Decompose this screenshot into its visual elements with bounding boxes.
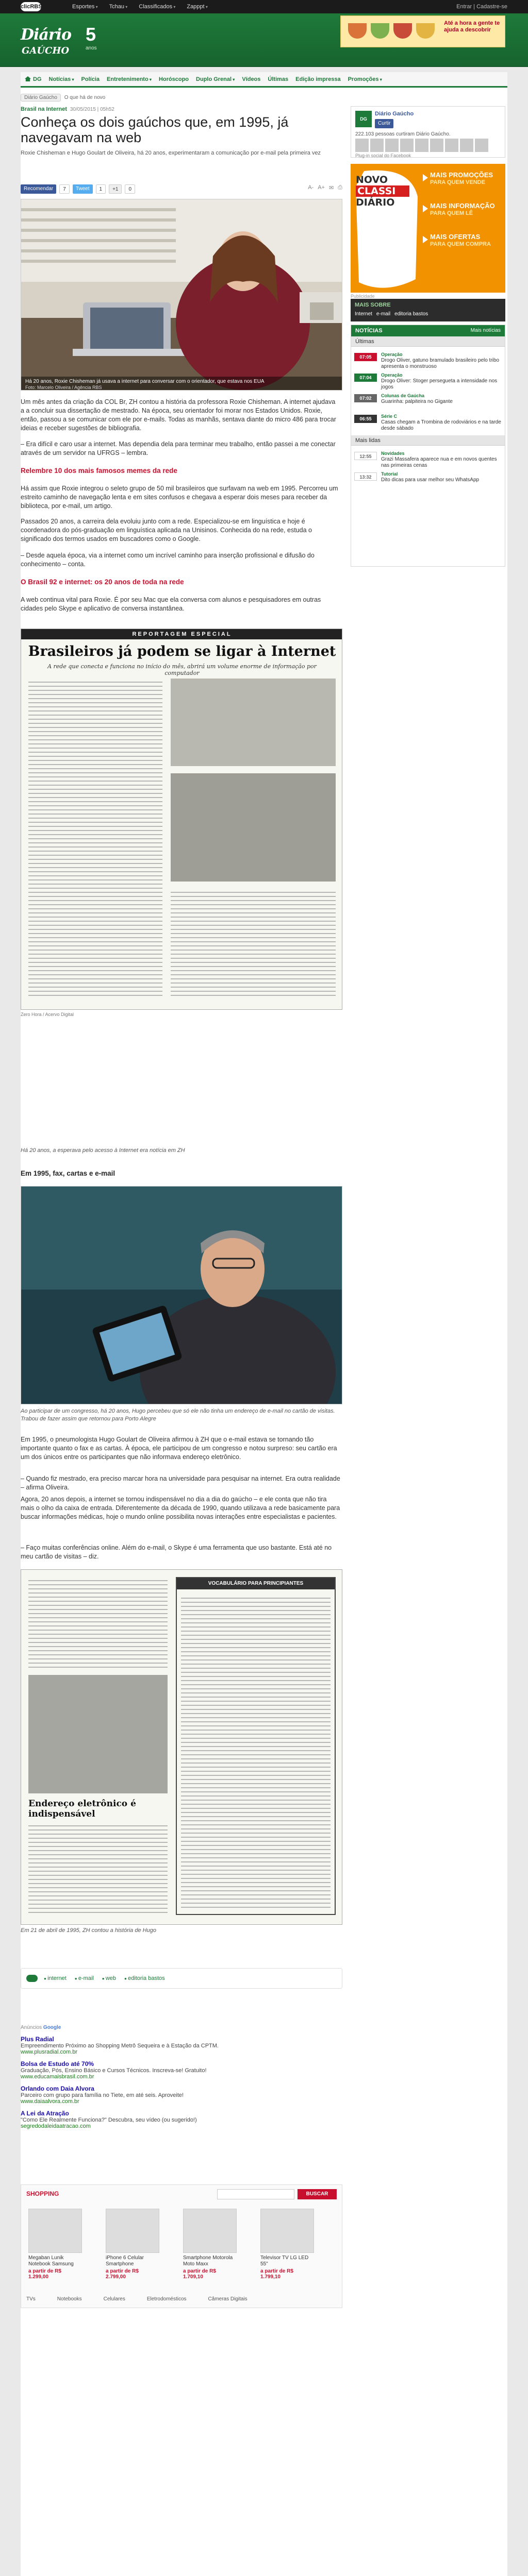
print-icon[interactable]: ⎙ xyxy=(338,184,342,191)
product-card[interactable]: Televisor TV LG LED 55" a partir de R$ 1.799,10 xyxy=(260,2209,314,2280)
recommend-count: 7 xyxy=(59,184,70,194)
scan2-vocab-box xyxy=(176,1577,336,1915)
scan-caption: Há 20 anos, a esperava pelo acesso à Internet era notícia em ZH xyxy=(21,1147,185,1154)
shopping-search-input[interactable] xyxy=(217,2189,294,2199)
nav-noticias[interactable]: Notícias ▾ xyxy=(49,76,74,82)
fb-like-button[interactable]: Curtir xyxy=(375,119,393,128)
page-container xyxy=(21,72,507,2576)
scan2-headline: Endereço eletrônico é indispensável xyxy=(28,1799,136,1819)
article-paragraph: – Era difícil e caro usar a internet. Mas dependia dela para terminar meu trabalho, então passei a me conectar através de um servidor na UFRGS – lembra. xyxy=(21,440,336,456)
article-paragraph: Um mês antes da criação da COL Br, ZH contou a história da professora Roxie Chisheman. A internet ajudava a a concluir sua dissertação de mestrado. Na época, seu orientador foi morar nos Estados Unidos. Roxie, então, passou a se comunicar com ele por e-mails. Todas as manhãs, sentava diante do micro 486 para trocar ideias e receber sugestões de bibliografia. xyxy=(21,398,336,432)
ad-message: MAIS OFERTAS PARA QUEM COMPRA xyxy=(430,233,491,247)
mais-sobre-box xyxy=(351,299,505,321)
article-tools xyxy=(308,184,342,191)
font-increase-button[interactable]: A+ xyxy=(318,184,325,191)
shopping-category-link[interactable]: Notebooks xyxy=(57,2296,82,2302)
google-ads xyxy=(21,2025,342,2129)
nav-promocoes[interactable]: Promoções ▾ xyxy=(348,76,382,82)
scan-photo xyxy=(28,1675,168,1793)
brand-years: 5 xyxy=(86,24,96,45)
nav-home[interactable]: DG xyxy=(25,76,42,82)
shopping-title: SHOPPING xyxy=(26,2190,59,2197)
shopping-category-link[interactable]: Eletrodomésticos xyxy=(146,2296,187,2302)
newspaper-scan-2 xyxy=(21,1569,342,1925)
article-paragraph: Em 1995, o pneumologista Hugo Goulart de Oliveira afirmou à ZH que o e-mail estava se tornando tão importante quanto o fax e as cartas. À época, ele participou de um congresso e notou surpreso: seu cartão era um dos únicos entre os participantes que não informava endereço eletrônico. xyxy=(21,1436,337,1461)
ad-item[interactable]: Bolsa de Estudo até 70% Graduação, Pós, Ensino Básico e Cursos Técnicos. Inscreva-se! Gratuito! www.educamaisbrasil.com.br xyxy=(21,2060,207,2080)
ad-arrow-icon xyxy=(423,174,428,181)
bowl-image xyxy=(371,23,389,39)
nav-policia[interactable]: Polícia xyxy=(81,76,100,82)
top-bar xyxy=(0,0,528,13)
bowl-image xyxy=(416,23,435,39)
fb-faces xyxy=(355,139,488,152)
scan-headline: Brasileiros já podem se ligar à Internet xyxy=(28,643,336,659)
article-paragraph: – Faço muitas conferências online. Além do e-mail, o Skype é uma ferramenta que uso bastante. Está até no meu cartão de visitas – diz. xyxy=(21,1544,332,1560)
bowl-image xyxy=(393,23,412,39)
news-item[interactable]: 07:04 Operação Drogo Oliver: Stoger persegueta a intensidade nos jogos xyxy=(354,372,503,390)
nav-duplo-grenal[interactable]: Duplo Grenal ▾ xyxy=(196,76,235,82)
scan-text-columns xyxy=(171,889,336,997)
share-bar xyxy=(21,183,342,195)
mais-sobre-title: MAIS SOBRE xyxy=(355,302,391,308)
email-icon[interactable]: ✉ xyxy=(328,185,334,191)
article-date: 30/05/2015 | 05h52 xyxy=(70,107,114,112)
nav-edicao-impressa[interactable]: Edição impressa xyxy=(295,76,341,82)
article-photo-roxie xyxy=(21,199,342,391)
shopping-widget xyxy=(21,2184,342,2308)
brand-line2: GAÚCHO xyxy=(22,45,70,56)
ad-arrow-icon xyxy=(423,236,428,243)
top-nav-item[interactable]: Tchau ▾ xyxy=(109,4,128,10)
photo-hugo-caption: Ao participar de um congresso, há 20 anos, Hugo percebeu que só ele não tinha um endereço de e-mail no cartão de visitas. Trabou de fazer assim que retornou para Porto Alegre xyxy=(21,1408,335,1422)
article-paragraph: Passados 20 anos, a carreira dela evoluiu junto com a rede. Especializou-se em linguística e hoje é coordenadora do pós-graduação em linguística aplicada na Unisinos. Conhecida do na rede, estuda o significado dos termos usados em buscadores como o Google. xyxy=(21,518,312,543)
nav-ultimas[interactable]: Últimas xyxy=(268,76,289,82)
news-item[interactable]: 12:55 Novidades Grazi Massafera aparece nua e em novos quentes nas primeiras cenas xyxy=(354,451,503,468)
shopping-category-link[interactable]: Celulares xyxy=(103,2296,125,2302)
classi-diario-ad[interactable] xyxy=(351,164,505,293)
fb-page-logo[interactable]: DG xyxy=(355,111,372,127)
photo-hugo-image xyxy=(21,1187,342,1404)
scan-text-columns xyxy=(28,1577,168,1670)
tag-icon xyxy=(26,1975,38,1982)
ad-message: MAIS PROMOÇÕES PARA QUEM VENDE xyxy=(430,171,493,185)
scan-text-columns xyxy=(181,1595,331,1909)
tag-link[interactable]: ● editoria bastos xyxy=(124,1975,165,1981)
article-paragraph: A web continua vital para Roxie. É por seu Mac que ela conversa com alunos e pesquisadores em outras cidades pelo Skype e aplicativo de conversa instantânea. xyxy=(21,596,321,612)
ad-message: MAIS INFORMAÇÃO PARA QUEM LÊ xyxy=(430,202,495,216)
breadcrumb-current[interactable]: O que há de novo xyxy=(64,95,106,100)
scan-photo xyxy=(171,679,336,766)
tab-mais-lidas[interactable]: Mais lidas xyxy=(351,435,505,446)
fb-like-count: 222.103 pessoas curtiram Diário Gaúcho. xyxy=(355,131,451,137)
news-item[interactable]: 13:32 Tutorial Dito dicas para usar melhor seu WhatsApp xyxy=(354,471,503,489)
product-card[interactable]: Megaban Lunik Notebook Samsung a partir de R$ 1.299,00 xyxy=(28,2209,82,2280)
photo-roxie-credit: Foto: Marcelo Oliveira / Agência RBS xyxy=(25,385,102,390)
article-lead: Roxie Chisheman e Hugo Goulart de Oliveira, há 20 anos, experimentaram a comunicação por e-mail pela primeira vez xyxy=(21,150,321,156)
nav-entretenimento[interactable]: Entretenimento ▾ xyxy=(107,76,152,82)
product-image xyxy=(106,2209,159,2253)
gplus-count: 0 xyxy=(125,184,135,194)
top-nav xyxy=(72,4,208,10)
breadcrumb xyxy=(21,94,105,101)
ad-item[interactable]: Orlando com Daia Alvora Parceiro com grupo para família no Tiete, em até seis. Aproveite! www.daiaalvora.com.br xyxy=(21,2085,184,2105)
shopping-category-link[interactable]: TVs xyxy=(26,2296,36,2302)
facebook-like-box xyxy=(351,106,505,158)
ads-label: Anúncios Google xyxy=(21,2025,61,2030)
article-paragraph: Há assim que Roxie integrou o seleto grupo de 50 mil brasileiros que surfavam na web em 1995. Percorreu um estreito caminho de navegação lenta e em sites confusos e chegava a esperar dois meses para receber da biblioteca, por e-mail, um artigo. xyxy=(21,485,338,510)
tweet-button[interactable]: Tweet xyxy=(73,184,93,194)
google-logo: Google xyxy=(43,2025,61,2030)
section-heading: Em 1995, fax, cartas e e-mail xyxy=(21,1170,116,1177)
home-icon xyxy=(25,76,31,81)
mais-sobre-link[interactable]: Internet xyxy=(355,311,372,317)
mais-sobre-link[interactable]: editoria bastos xyxy=(394,311,428,317)
shopping-category-link[interactable]: Câmeras Digitais xyxy=(208,2296,248,2302)
top-nav-item[interactable]: Classificados ▾ xyxy=(139,4,175,10)
page-title: Conheça os dois gaúchos que, em 1995, já navegavam na web xyxy=(21,114,289,145)
noticias-header: NOTÍCIAS Mais notícias xyxy=(351,325,505,336)
ad-arrow-icon xyxy=(423,205,428,212)
product-image xyxy=(28,2209,82,2253)
scan2-vocab-title: VOCABULÁRIO PARA PRINCIPIANTES xyxy=(177,1578,335,1589)
top-nav-item[interactable]: Esportes ▾ xyxy=(72,4,98,10)
font-decrease-button[interactable]: A- xyxy=(308,184,314,191)
product-card[interactable]: Smartphone Motorola Moto Maxx a partir de R$ 1.709,10 xyxy=(183,2209,237,2280)
article-kicker: Brasil na Internet 30/05/2015 | 05h52 xyxy=(21,106,114,112)
header-ad-banner[interactable] xyxy=(340,15,505,47)
news-item[interactable]: 07:02 Colunas de Gaúcha Guarinha: palpiteira no Gigante xyxy=(354,393,503,411)
tweet-count: 1 xyxy=(96,184,106,194)
scan-photo xyxy=(171,773,336,882)
tags-box xyxy=(21,1968,342,1989)
article-paragraph: – Desde aquela época, via a internet como um incrível caminho para inserção profissional e difusão do conhecimento – conta. xyxy=(21,552,315,568)
scan-band: REPORTAGEM ESPECIAL xyxy=(21,629,342,639)
main-nav xyxy=(21,72,507,88)
facebook-recommend-button[interactable]: Recomendar xyxy=(21,184,56,194)
tag-link[interactable]: ● e-mail xyxy=(75,1975,94,1981)
tag-link[interactable]: ● web xyxy=(102,1975,116,1981)
tag-link[interactable]: ● internet xyxy=(44,1975,67,1981)
scan-credit: Zero Hora / Acervo Digital xyxy=(21,1012,74,1017)
site-logo[interactable] xyxy=(21,23,98,62)
fb-plugin-label: Plug-in social do Facebook xyxy=(355,153,411,158)
fb-page-name[interactable]: Diário Gaúcho xyxy=(375,111,414,117)
news-item[interactable]: 06:55 Série C Casas chegam a Trombina de rodoviários e na tarde desde sábado xyxy=(354,414,503,431)
breadcrumb-section[interactable]: Diário Gaúcho xyxy=(21,94,61,101)
nav-horoscopo[interactable]: Horóscopo xyxy=(158,76,189,82)
scan-subtitle: A rede que conecta e funciona no início do mês, abrirá um volume enorme de informação por computador xyxy=(47,663,317,676)
header-ad-text: Até a hora a gente te ajuda a descobrir xyxy=(444,20,500,33)
article-photo-hugo xyxy=(21,1186,342,1404)
ad-label: Publicidade xyxy=(351,294,375,299)
brand-anos: anos xyxy=(86,45,97,51)
product-image xyxy=(183,2209,237,2253)
shopping-search-button[interactable]: BUSCAR xyxy=(298,2189,337,2199)
brand-line1: Diário xyxy=(21,26,72,44)
photo-roxie-image xyxy=(21,199,342,391)
newspaper-scan-1 xyxy=(21,629,342,1010)
related-link[interactable]: O Brasil 92 e internet: os 20 anos de toda na rede xyxy=(21,578,184,586)
scan-text-columns xyxy=(28,679,162,998)
mais-noticias-link[interactable]: Mais notícias xyxy=(470,328,501,333)
ad-logo-text: NOVO CLASSI DIÁRIO xyxy=(356,174,409,208)
login-links[interactable]: Entrar | Cadastre-se xyxy=(456,4,507,10)
product-image xyxy=(260,2209,314,2253)
related-link[interactable]: Relembre 10 dos mais famosos memes da rede xyxy=(21,467,177,474)
bowl-image xyxy=(348,23,367,39)
article-paragraph: – Quando fiz mestrado, era preciso marcar hora na universidade para pesquisar na internet. Era outra realidade – afirma Oliveira. xyxy=(21,1475,340,1491)
photo-roxie-caption: Há 20 anos, Roxie Chisheman já usava a internet para conversar com o orientador, que estava nos EUA xyxy=(25,379,265,384)
tab-ultimas[interactable]: Últimas xyxy=(351,336,505,347)
shopping-categories xyxy=(26,2296,248,2302)
nav-videos[interactable]: Vídeos xyxy=(242,76,261,82)
news-item[interactable]: 07:05 Operação Drogo Oliver, gatuno bramulado brasileiro pelo tribo apresenta o monstruoso xyxy=(354,352,503,369)
top-nav-item[interactable]: Zapppt ▾ xyxy=(187,4,208,10)
gplus-button[interactable]: +1 xyxy=(109,184,122,194)
ad-item[interactable]: A Lei da Atração "Como Ele Realmente Funciona?" Descubra, seu vídeo (ou sugerido!) segredodaleidaatracao.com xyxy=(21,2110,197,2129)
article-paragraph: Agora, 20 anos depois, a internet se tornou indispensável no dia a dia do gaúcho – e ele conta que não tira mais o olho da caixa de entrada. Diferentemente da década de 1990, quando utilizava a rede basicamente para buscar informações médicas, hoje o mundo online possibilita novas interações entre especialistas e pacientes. xyxy=(21,1496,340,1520)
mais-sobre-link[interactable]: e-mail xyxy=(376,311,391,317)
noticias-box xyxy=(351,325,505,567)
clicrbs-logo[interactable]: clicRBS xyxy=(21,2,41,11)
scan2-caption: Em 21 de abril de 1995, ZH contou a história de Hugo xyxy=(21,1927,156,1934)
ad-item[interactable]: Plus Radial Empreendimento Próximo ao Shopping Metrô Sequeira e à Estação da CPTM. www.plusradial.com.br xyxy=(21,2036,219,2055)
product-card[interactable]: iPhone 6 Celular Smartphone a partir de R$ 2.799,00 xyxy=(106,2209,159,2280)
scan-text-columns xyxy=(28,1822,168,1915)
